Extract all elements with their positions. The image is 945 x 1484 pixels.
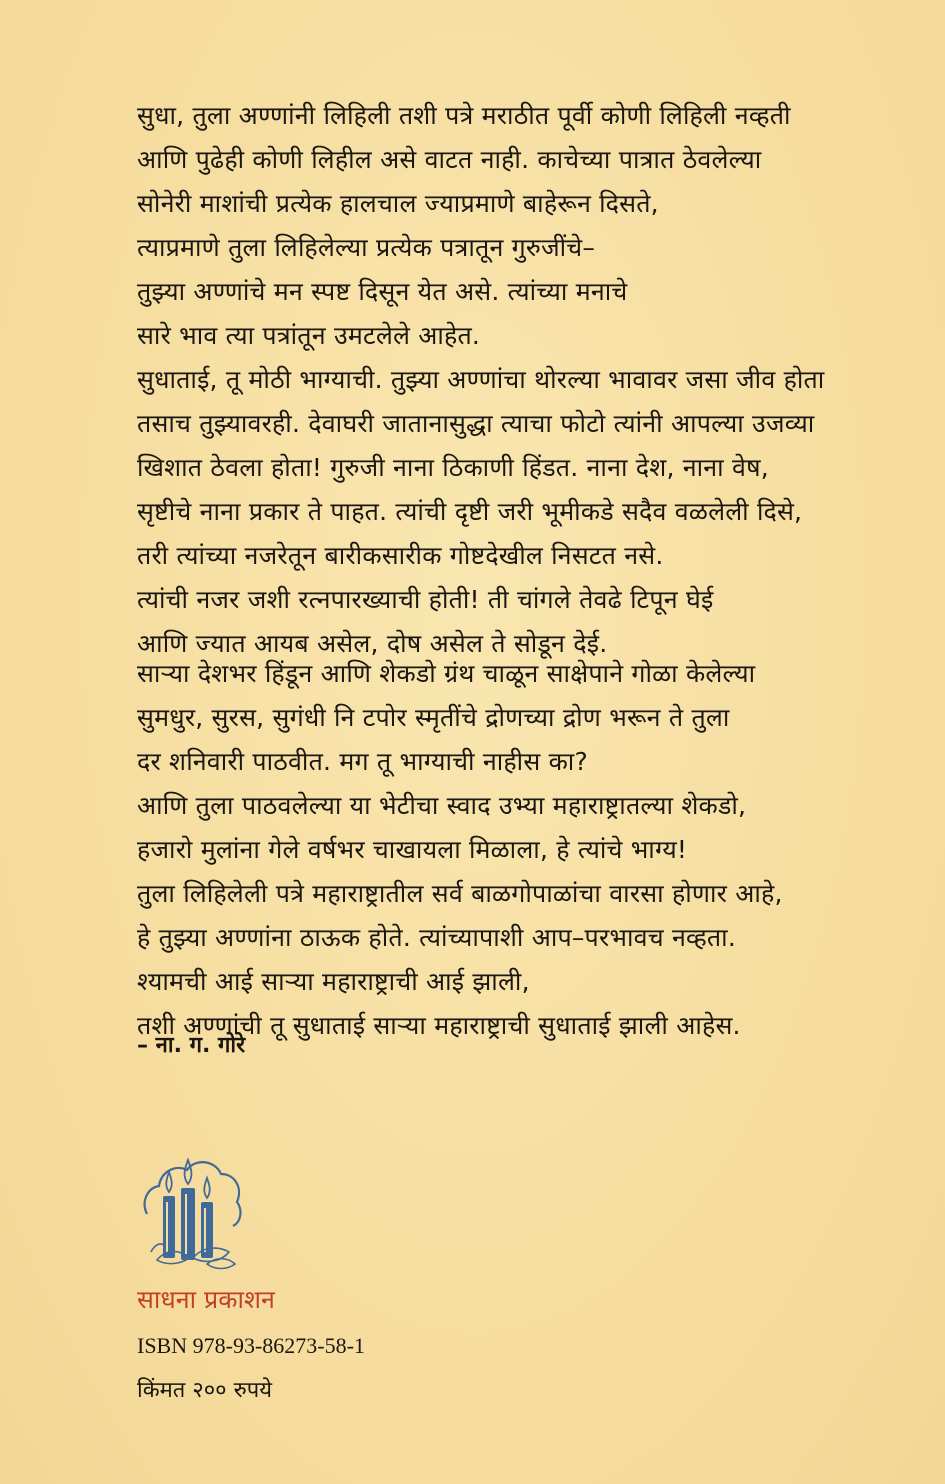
isbn-number: ISBN 978-93-86273-58-1: [137, 1333, 365, 1358]
text-line: तसाच तुझ्यावरही. देवाघरी जातानासुद्धा त्याचा फोटो त्यांनी आपल्या उजव्या: [137, 409, 815, 438]
text-line: सुधा, तुला अण्णांनी लिहिली तशी पत्रे मराठीत पूर्वी कोणी लिहिली नव्हती: [137, 101, 791, 130]
text-line: आणि पुढेही कोणी लिहील असे वाटत नाही. काचेच्या पात्रात ठेवलेल्या: [137, 145, 762, 174]
text-line: दर शनिवारी पाठवीत. मग तू भाग्याची नाहीस का?: [137, 747, 588, 776]
author-signature: – ना. ग. गोरे: [137, 1033, 246, 1058]
text-line: सोनेरी माशांची प्रत्येक हालचाल ज्याप्रमाणे बाहेरून दिसते,: [137, 189, 659, 218]
text-line: सुधाताई, तू मोठी भाग्याची. तुझ्या अण्णांचा थोरल्या भावावर जसा जीव होता: [137, 365, 825, 394]
text-line: सुमधुर, सुरस, सुगंधी नि टपोर स्मृतींचे द्रोणच्या द्रोण भरून ते तुला: [137, 703, 730, 732]
text-line: साऱ्या देशभर हिंडून आणि शेकडो ग्रंथ चाळून साक्षेपाने गोळा केलेल्या: [137, 659, 756, 688]
text-line: सारे भाव त्या पत्रांतून उमटलेले आहेत.: [137, 321, 481, 350]
publisher-name: साधना प्रकाशन: [137, 1285, 275, 1314]
price-label: किंमत २०० रुपये: [137, 1378, 273, 1403]
text-line: तुला लिहिलेली पत्रे महाराष्ट्रातील सर्व बाळगोपाळांचा वारसा होणार आहे,: [137, 879, 783, 908]
text-line: तशी अण्णांची तू सुधाताई साऱ्या महाराष्ट्राची सुधाताई झाली आहेस.: [137, 1011, 741, 1040]
text-line: हे तुझ्या अण्णांना ठाऊक होते. त्यांच्यापाशी आप–परभावच नव्हता.: [137, 923, 736, 952]
text-line: श्यामची आई साऱ्या महाराष्ट्राची आई झाली,: [137, 967, 530, 996]
text-line: तरी त्यांच्या नजरेतून बारीकसारीक गोष्टदेखील निसटत नसे.: [137, 541, 664, 570]
paragraph-2: [137, 652, 927, 1048]
text-line: सृष्टीचे नाना प्रकार ते पाहत. त्यांची दृष्टी जरी भूमीकडे सदैव वळलेली दिसे,: [137, 497, 803, 526]
text-line: आणि ज्यात आयब असेल, दोष असेल ते सोडून देई.: [137, 629, 608, 658]
text-line: त्याप्रमाणे तुला लिहिलेल्या प्रत्येक पत्रातून गुरुजींचे–: [137, 233, 596, 262]
candles-logo-icon: [137, 1152, 247, 1272]
text-line: हजारो मुलांना गेले वर्षभर चाखायला मिळाला, हे त्यांचे भाग्य!: [137, 835, 688, 864]
text-line: खिशात ठेवला होता! गुरुजी नाना ठिकाणी हिंडत. नाना देश, नाना वेष,: [137, 453, 769, 482]
text-line: त्यांची नजर जशी रत्नपारख्याची होती! ती चांगले तेवढे टिपून घेई: [137, 585, 714, 614]
text-line: आणि तुला पाठवलेल्या या भेटीचा स्वाद उभ्या महाराष्ट्रातल्या शेकडो,: [137, 791, 747, 820]
text-line: तुझ्या अण्णांचे मन स्पष्ट दिसून येत असे. त्यांच्या मनाचे: [137, 277, 628, 306]
paragraph-1: [137, 94, 927, 666]
